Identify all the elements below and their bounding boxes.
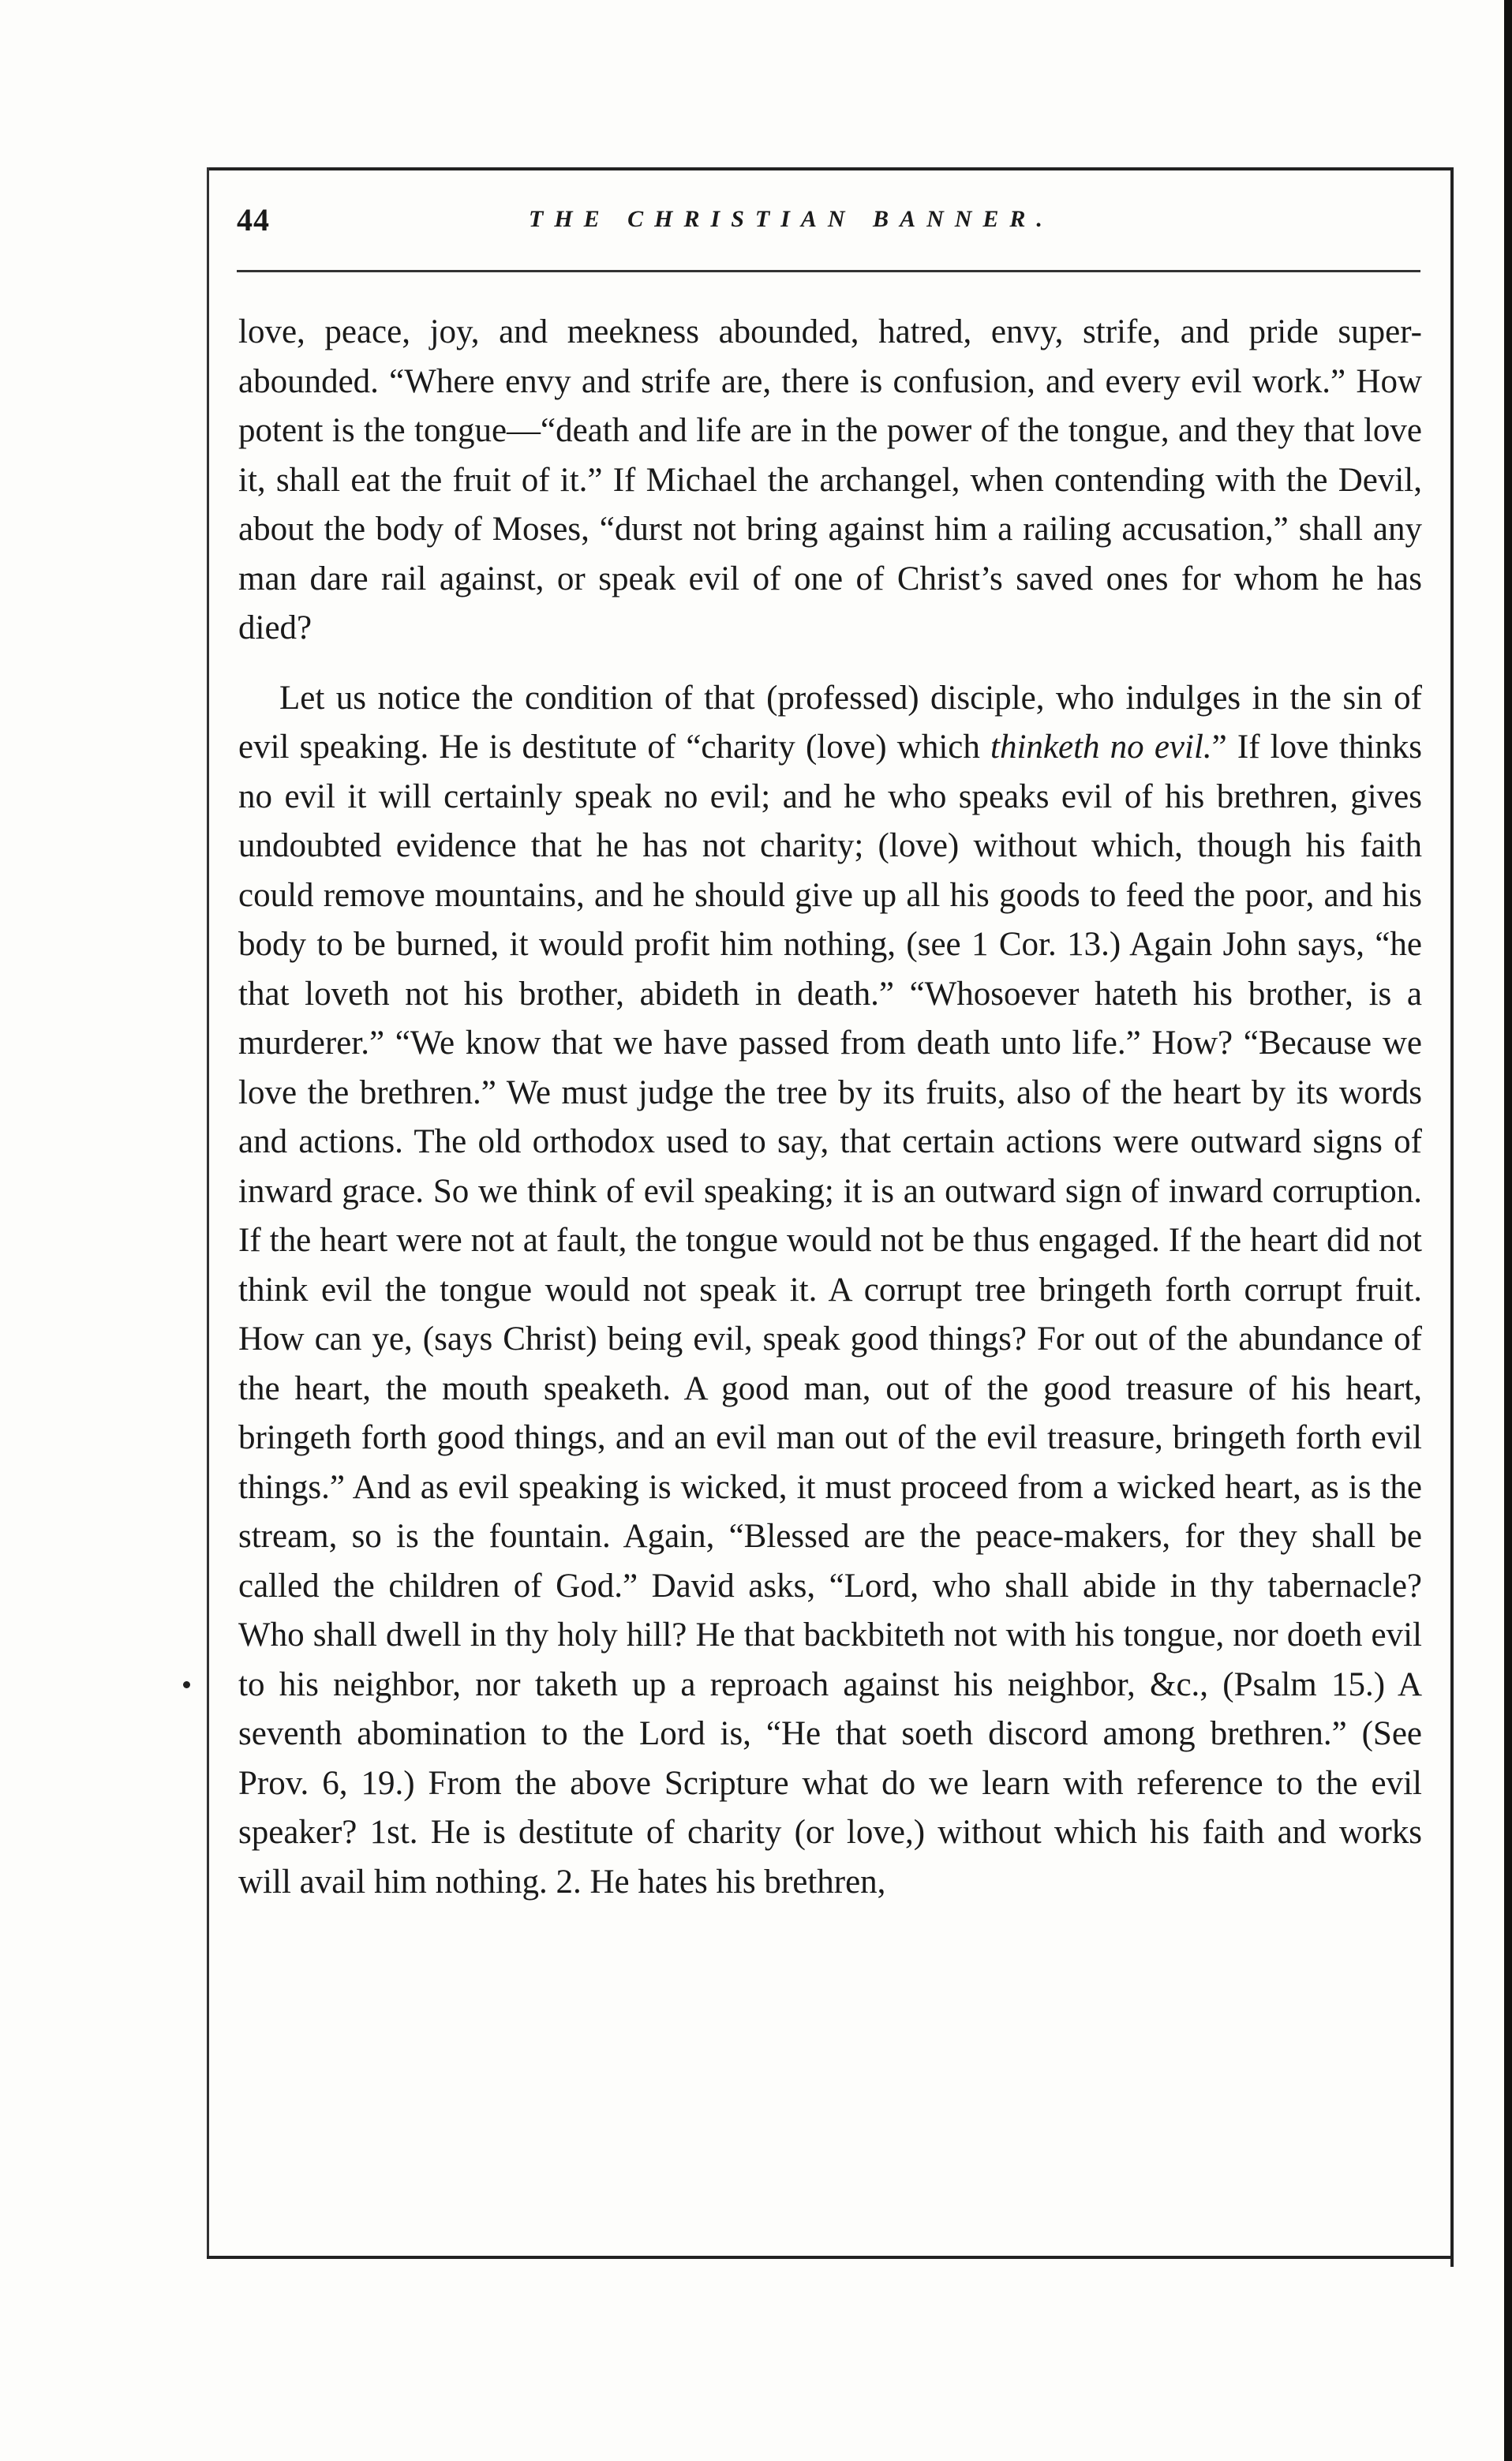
header-rule	[237, 270, 1420, 272]
paragraph-1: love, peace, joy, and meekness abounded, hatred, envy, strife, and pride super-abounded. “Where envy and strife are, there is confusion, and every evil work.” How potent is the tongue—“death and life are in the power of the tongue, and they that love it, shall eat the fruit of it.” If Michael the archangel, when contending with the Devil, about the body of Moses, “durst not bring against him a railing accusation,” shall any man dare rail against, or speak evil of one of Christ’s saved ones for whom he has died?	[238, 313, 1422, 646]
body-text	[238, 308, 1422, 1907]
margin-mark	[183, 1681, 190, 1688]
italic-phrase: thinketh no evil.	[990, 729, 1212, 766]
frame-right-rule	[1450, 167, 1454, 2267]
frame-top-rule	[207, 167, 1454, 170]
book-binding-edge	[1504, 0, 1512, 2461]
page-number: 44	[237, 202, 270, 238]
frame-left-rule	[207, 167, 209, 2257]
page-header	[237, 201, 1420, 249]
paragraph-2: Let us notice the condition of that (professed) disciple, who indulges in the sin of evil speaking. He is destitute of “charity (love) which thinketh no evil.” If love thinks no evil it will certainly speak no evil; and he who speaks evil of his brethren, gives undoubted evidence that he has not charity; (love) without which, though his faith could remove mountains, and he should give up all his goods to feed the poor, and his body to be burned, it would profit him nothing, (see 1 Cor. 13.) Again John says, “he that loveth not his brother, abideth in death.” “Whosoever hateth his brother, is a murderer.” “We know that we have passed from death unto life.” How? “Because we love the brethren.” We must judge the tree by its fruits, also of the heart by its words and actions. The old orthodox used to say, that certain actions were outward signs of inward grace. So we think of evil speaking; it is an outward sign of inward corruption. If the heart were not at fault, the tongue would not be thus engaged. If the heart did not think evil the tongue would not speak it. A corrupt tree bringeth forth corrupt fruit. How can ye, (says Christ) being evil, speak good things? For out of the abundance of the heart, the mouth speaketh. A good man, out of the good treasure of his heart, bringeth forth good things, and an evil man out of the evil treasure, bringeth forth evil things.” And as evil speaking is wicked, it must proceed from a wicked heart, as is the stream, so is the fountain. Again, “Blessed are the peace-makers, for they shall be called the children of God.” David asks, “Lord, who shall abide in thy tabernacle? Who shall dwell in thy holy hill? He that backbiteth not with his tongue, nor doeth evil to his neighbor, nor taketh up a reproach against his neighbor, &c., (Psalm 15.) A seventh abomination to the Lord is, “He that soeth discord among brethren.” (See Prov. 6, 19.) From the above Scripture what do we learn with reference to the evil speaker? 1st. He is destitute of charity (or love,) without which his faith and works will avail him nothing. 2. He hates his brethren,	[238, 679, 1422, 1901]
frame-bottom-rule	[207, 2256, 1454, 2259]
running-title: THE CHRISTIAN BANNER.	[529, 206, 1054, 232]
